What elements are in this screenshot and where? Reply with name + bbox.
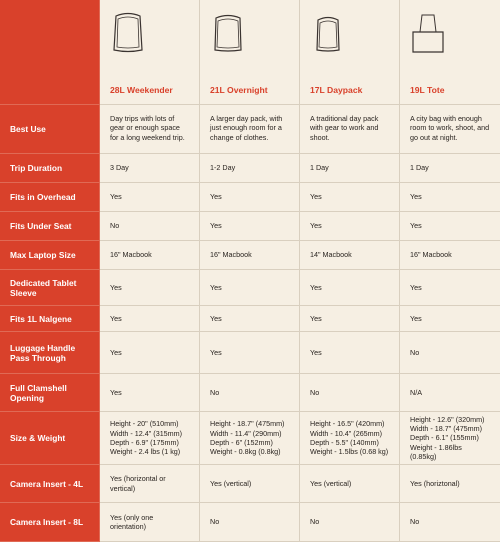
row-label: Camera Insert - 8L	[0, 503, 100, 542]
row-label: Best Use	[0, 105, 100, 154]
cell-text: 14" Macbook	[310, 250, 352, 260]
value-cell	[200, 105, 300, 154]
cell-text: Yes	[210, 221, 222, 231]
cell-text: Yes	[110, 313, 122, 323]
value-cell	[100, 503, 200, 542]
cell-text: 16" Macbook	[410, 250, 452, 260]
value-cell	[300, 306, 400, 332]
product-name: 19L Tote	[410, 84, 445, 95]
value-cell	[300, 154, 400, 183]
value-cell	[100, 241, 200, 270]
value-cell	[400, 374, 500, 412]
value-cell	[100, 306, 200, 332]
cell-text: No	[310, 387, 320, 397]
value-cell	[200, 306, 300, 332]
product-name: 28L Weekender	[110, 84, 173, 95]
cell-text: A larger day pack, with just enough room for a change of clothes.	[210, 114, 283, 142]
cell-text: Yes (horizontal or vertical)	[110, 474, 166, 493]
value-cell	[300, 412, 400, 465]
value-cell	[400, 465, 500, 503]
row-label: Fits Under Seat	[0, 212, 100, 241]
value-cell	[100, 412, 200, 465]
overnight-bag-icon	[208, 12, 248, 56]
daypack-bag-icon	[308, 12, 348, 56]
cell-text: Yes (vertical)	[210, 478, 252, 488]
value-cell	[100, 154, 200, 183]
row-label: Fits 1L Nalgene	[0, 306, 100, 332]
cell-text: Yes	[310, 282, 322, 292]
cell-text: Yes	[410, 282, 422, 292]
value-cell	[300, 270, 400, 306]
cell-text: Yes	[310, 192, 322, 202]
cell-text: 3 Day	[110, 163, 129, 173]
product-header-tote	[400, 0, 500, 105]
value-cell	[200, 503, 300, 542]
value-cell	[300, 374, 400, 412]
value-cell	[200, 374, 300, 412]
weekender-bag-icon	[108, 12, 148, 56]
cell-text: Yes (only one orientation)	[110, 512, 154, 531]
cell-text: No	[210, 517, 220, 527]
value-cell	[100, 183, 200, 212]
value-cell	[400, 332, 500, 374]
value-cell	[200, 241, 300, 270]
value-cell	[100, 270, 200, 306]
cell-text: N/A	[410, 387, 422, 397]
row-label: Size & Weight	[0, 412, 100, 465]
value-cell	[400, 503, 500, 542]
value-cell	[100, 374, 200, 412]
cell-text: No	[110, 221, 120, 231]
value-cell	[200, 465, 300, 503]
cell-text: Yes	[110, 192, 122, 202]
cell-text: Yes (horiztonal)	[410, 478, 460, 488]
cell-text: No	[210, 387, 220, 397]
cell-text: Yes	[410, 192, 422, 202]
cell-text: Height - 18.7" (475mm) Width - 11.4" (290mm) Depth - 6" (152mm) Weight - 0.8kg (0.8kg)	[210, 419, 285, 457]
cell-text: Yes	[110, 347, 122, 357]
cell-text: A traditional day pack with gear to work and shoot.	[310, 114, 379, 142]
cell-text: Yes	[410, 313, 422, 323]
value-cell	[300, 105, 400, 154]
cell-text: 1 Day	[410, 163, 429, 173]
value-cell	[200, 332, 300, 374]
cell-text: 1 Day	[310, 163, 329, 173]
row-label: Fits in Overhead	[0, 183, 100, 212]
cell-text: Yes	[310, 347, 322, 357]
value-cell	[200, 270, 300, 306]
value-cell	[300, 503, 400, 542]
product-name: 17L Daypack	[310, 84, 363, 95]
product-header-daypack	[300, 0, 400, 105]
value-cell	[200, 183, 300, 212]
row-label: Max Laptop Size	[0, 241, 100, 270]
value-cell	[300, 465, 400, 503]
row-label: Luggage Handle Pass Through	[0, 332, 100, 374]
product-header-weekender	[100, 0, 200, 105]
cell-text: Yes	[410, 221, 422, 231]
cell-text: 16" Macbook	[210, 250, 252, 260]
value-cell	[100, 465, 200, 503]
row-label: Trip Duration	[0, 154, 100, 183]
value-cell	[300, 332, 400, 374]
product-name: 21L Overnight	[210, 84, 268, 95]
value-cell	[200, 212, 300, 241]
cell-text: No	[310, 517, 320, 527]
cell-text: Yes	[110, 282, 122, 292]
value-cell	[100, 105, 200, 154]
value-cell	[300, 183, 400, 212]
cell-text: Yes	[210, 282, 222, 292]
cell-text: No	[410, 347, 420, 357]
cell-text: Height - 16.5" (420mm) Width - 10.4" (265mm) Depth - 5.5" (140mm) Weight - 1.5lbs (0.68 kg)	[310, 419, 389, 457]
cell-text: Yes	[310, 221, 322, 231]
cell-text: Height - 20" (510mm) Width - 12.4" (315mm) Depth - 6.9" (175mm) Weight - 2.4 lbs (1 kg)	[110, 419, 183, 457]
value-cell	[400, 306, 500, 332]
product-header-overnight	[200, 0, 300, 105]
cell-text: Day trips with lots of gear or enough space for a long weekend trip.	[110, 114, 185, 142]
value-cell	[300, 212, 400, 241]
cell-text: No	[410, 517, 420, 527]
value-cell	[400, 412, 500, 465]
cell-text: Height - 12.6" (320mm) Width - 18.7" (475mm) Depth - 6.1" (155mm) Weight - 1.86lbs (0.85kg)	[410, 414, 485, 461]
cell-text: 16" Macbook	[110, 250, 152, 260]
value-cell	[400, 212, 500, 241]
tote-bag-icon	[408, 12, 448, 56]
cell-text: A city bag with enough room to work, shoot, and go out at night.	[410, 114, 490, 142]
value-cell	[300, 241, 400, 270]
row-label: Camera Insert - 4L	[0, 465, 100, 503]
cell-text: Yes	[210, 192, 222, 202]
value-cell	[400, 183, 500, 212]
cell-text: Yes (vertical)	[310, 478, 352, 488]
cell-text: 1-2 Day	[210, 163, 236, 173]
value-cell	[100, 212, 200, 241]
value-cell	[400, 105, 500, 154]
value-cell	[100, 332, 200, 374]
value-cell	[200, 412, 300, 465]
value-cell	[400, 241, 500, 270]
value-cell	[400, 154, 500, 183]
corner-cell	[0, 0, 100, 105]
cell-text: Yes	[210, 347, 222, 357]
cell-text: Yes	[310, 313, 322, 323]
value-cell	[200, 154, 300, 183]
value-cell	[400, 270, 500, 306]
row-label: Dedicated Tablet Sleeve	[0, 270, 100, 306]
cell-text: Yes	[110, 387, 122, 397]
cell-text: Yes	[210, 313, 222, 323]
row-label: Full Clamshell Opening	[0, 374, 100, 412]
